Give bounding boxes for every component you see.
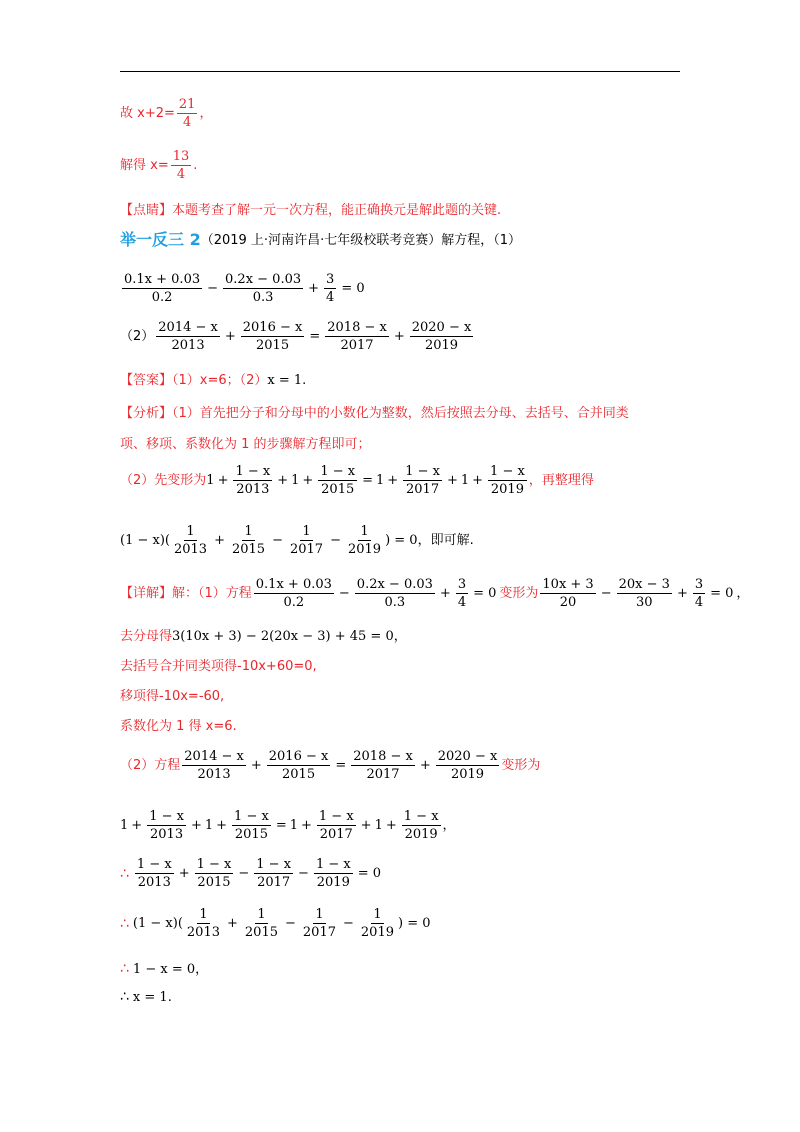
step-denominator: 去分母得 3(10x + 3) − 2(20x − 3) + 45 = 0 ， [120, 629, 407, 644]
punct: ， [199, 106, 213, 121]
line-text: 解得 x= [120, 158, 169, 173]
step-move: 移项得-10x=-60, [120, 689, 225, 704]
exercise-source: （2019 上·河南许昌·七年级校联考竞赛）解方程，（1） [200, 232, 521, 248]
therefore-factored: ∴ (1 − x)( $\frac{1}{2013}$ + $\frac{1}{2015}$ − $\frac{1}{2017}$ − $\frac{1}{2019}$ ) = 0 [120, 907, 431, 940]
part-label: （2） [120, 329, 155, 344]
analysis-transform: （2）先变形为 1 + $\frac{1 - x}{2013}$ + 1 + $\frac{1 - x}{2015}$ = 1 + $\frac{1 - x}{2017}$ + 1 + $\frac{1 - x}{2019}$ ，再整理得 [120, 464, 594, 497]
answer-text: 【答案】（1）x=6；（2） [120, 373, 268, 388]
equation-2: （2） $\frac{2014 - x}{2013}$ + $\frac{2016 - x}{2015}$ = $\frac{2018 - x}{2017}$ + $\frac{2020 - x}{2019}$ [120, 320, 472, 353]
fraction: $\frac{21}{4}$ [178, 97, 196, 130]
part2-transform: 1 + $\frac{1 - x}{2013}$ + 1 + $\frac{1 - x}{2015}$ = 1 + $\frac{1 - x}{2017}$ + 1 + $\frac{1 - x}{2019}$ ， [120, 809, 456, 842]
step-coefficient: 系数化为 1 得 x=6. [120, 719, 237, 734]
analysis-factored: (1 − x)( $\frac{1}{2013}$ + $\frac{1}{2015}$ − $\frac{1}{2017}$ − $\frac{1}{2019}$ ) = 0 ，即可解. [120, 524, 474, 557]
dianjing-text: 【点睛】本题考查了解一元一次方程，能正确换元是解此题的关键. [120, 203, 502, 218]
fraction: $\frac{13}{4}$ [172, 149, 190, 182]
analysis-line-2: 项、移项、系数化为 1 的步骤解方程即可； [120, 437, 371, 452]
analysis-line-1: 【分析】（1）首先把分子和分母中的小数化为整数，然后按照去分母、去括号、合并同类 [120, 406, 629, 421]
therefore-result-2: ∴ x = 1 . [120, 989, 172, 1005]
part2-equation: （2）方程 $\frac{2014 - x}{2013}$ + $\frac{2016 - x}{2015}$ = $\frac{2018 - x}{2017}$ + $\frac{2020 - x}{2019}$ 变形为 [120, 749, 541, 782]
line-solve-x [120, 150, 197, 181]
therefore-sum: ∴ $\frac{1 - x}{2013}$ + $\frac{1 - x}{2015}$ − $\frac{1 - x}{2017}$ − $\frac{1 - x}{2019}$ = 0 [120, 857, 381, 890]
line-x-plus-2 [120, 98, 212, 129]
header-rule [120, 71, 680, 72]
exercise-heading [120, 232, 521, 248]
punct: . [193, 158, 198, 173]
step-expand: 去括号合并同类项得-10x+60=0, [120, 659, 317, 674]
therefore-result-1: ∴ 1 − x = 0 ， [120, 961, 209, 977]
detail-line: 【详解】解：（1）方程 $\frac{0.1x + 0.03}{0.2}$ − $\frac{0.2x - 0.03}{0.3}$ + $\frac{3}{4}$ = 0 变形为 $\frac{10x + 3}{20}$ − $\frac{20x - 3}{30}$ + $\frac{3}{4}$ = 0 ， [120, 577, 750, 610]
line-text: 故 x+2= [120, 106, 175, 121]
answer-line: 【答案】（1）x=6；（2） x = 1 . [120, 373, 307, 388]
exercise-label: 举一反三 2 [120, 230, 201, 249]
answer-math: x = 1 [267, 373, 303, 388]
equation-1: $\frac{0.1x + 0.03}{0.2}$ − $\frac{0.2x - 0.03}{0.3}$ + $\frac{3}{4}$ = 0 [124, 272, 365, 305]
dianjing-note [120, 204, 501, 217]
